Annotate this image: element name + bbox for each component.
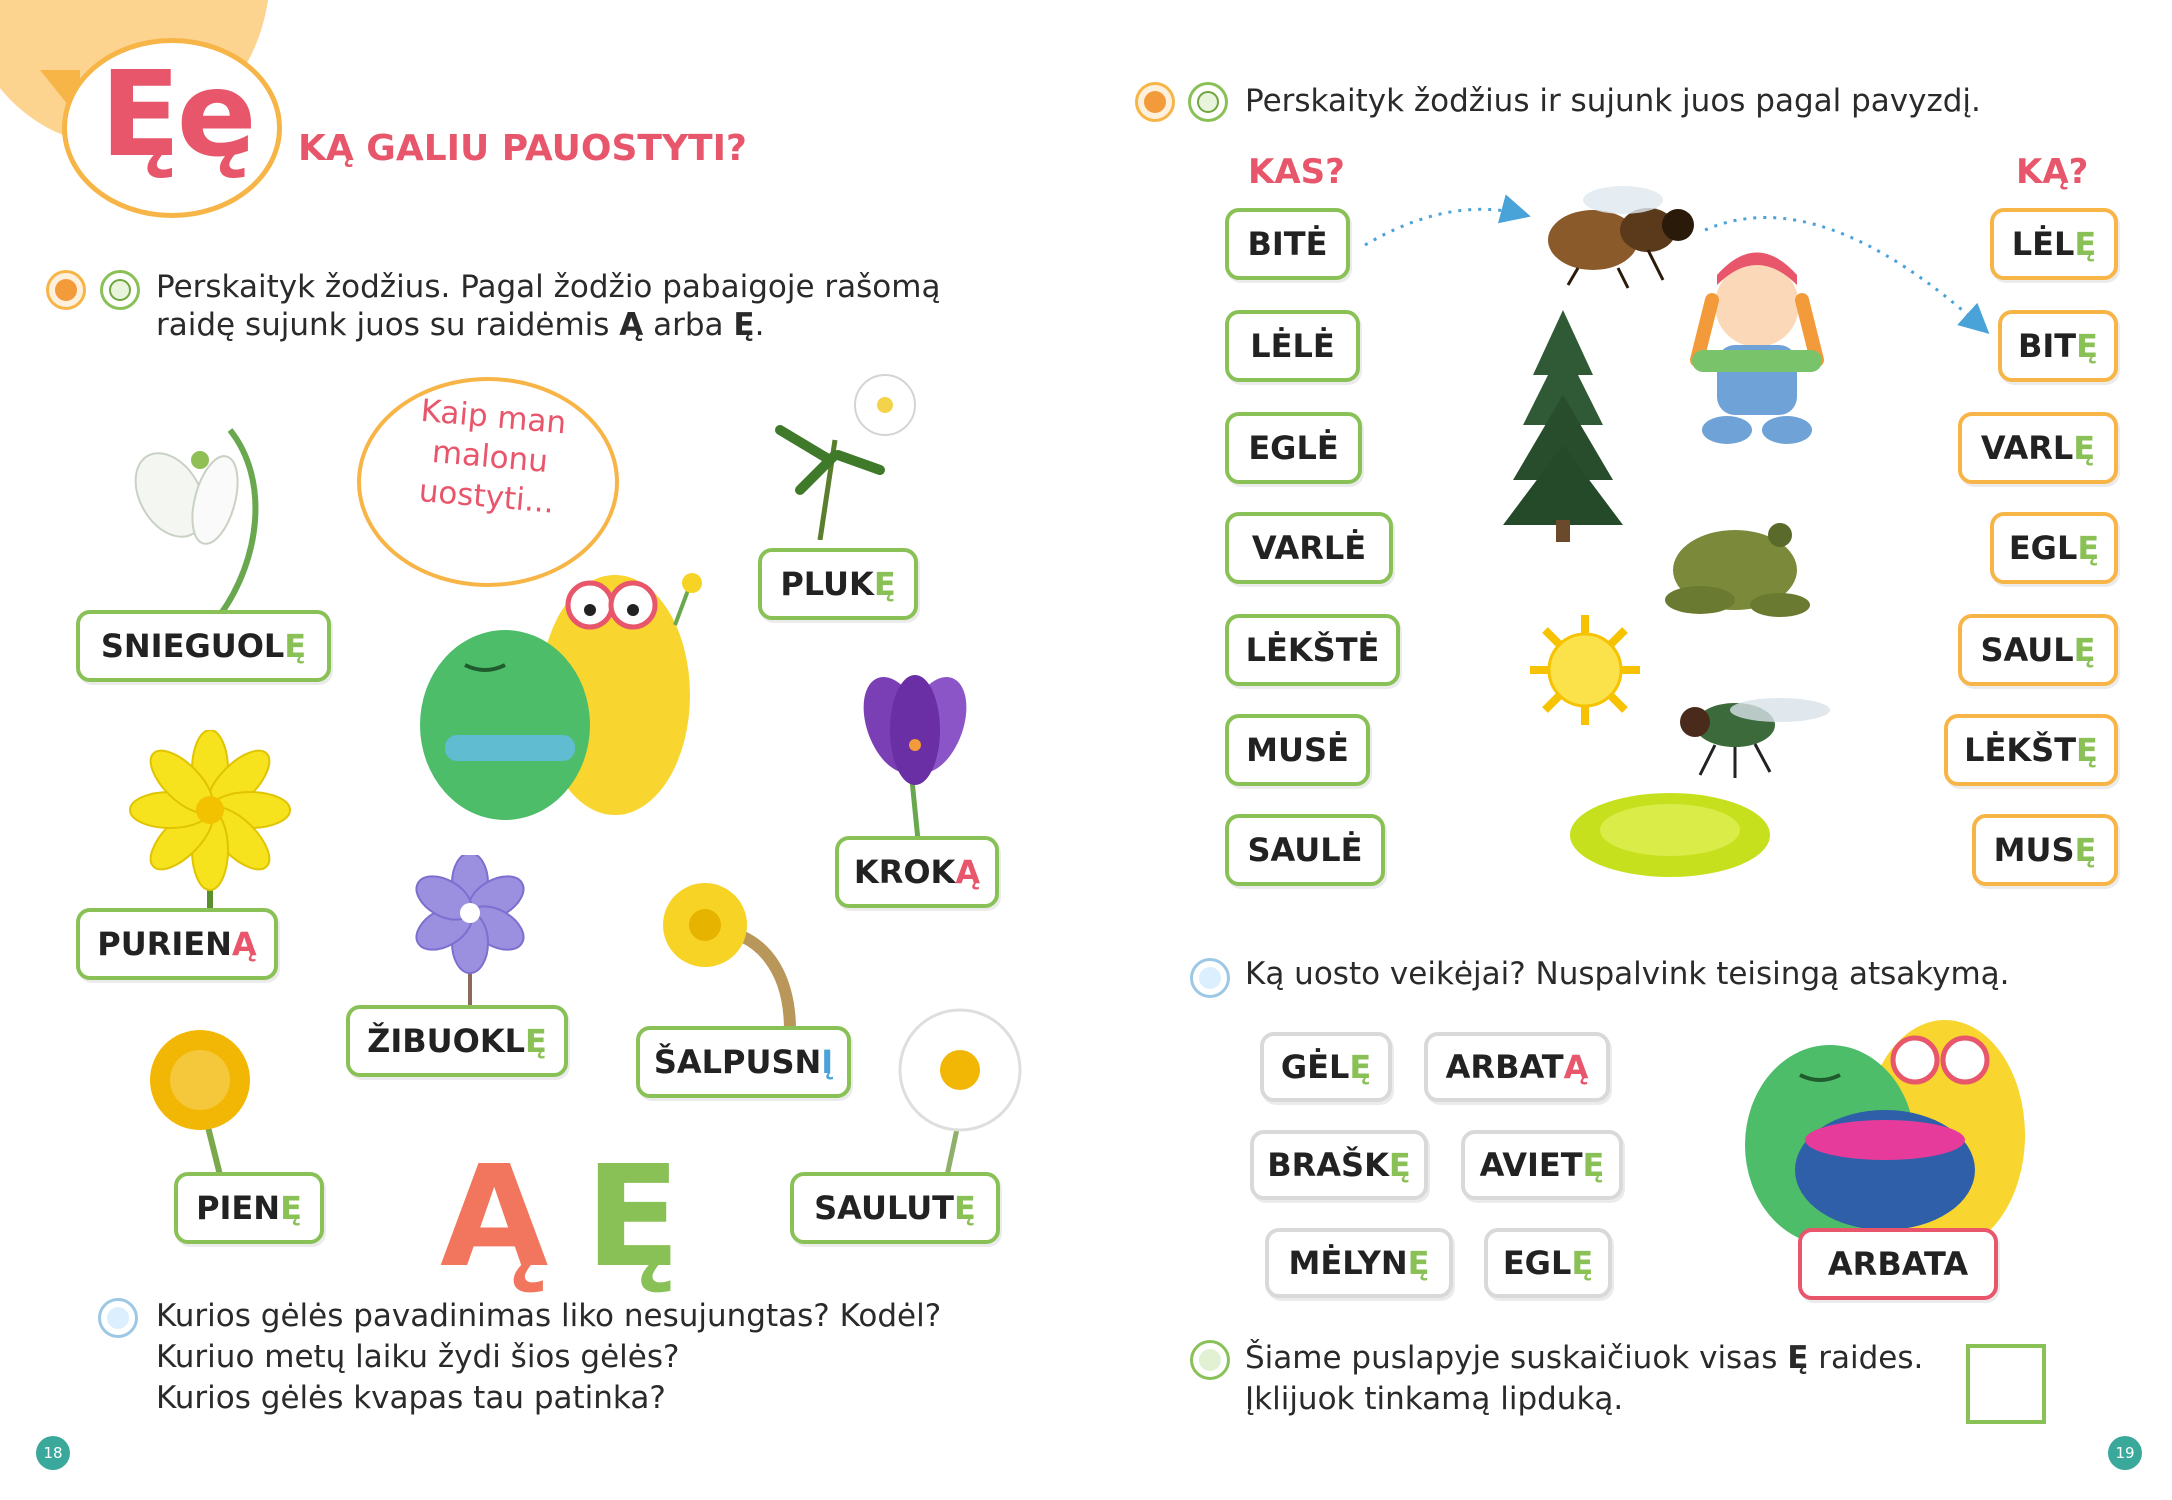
discussion-icon: [98, 1298, 138, 1338]
spruce-tree-image: [1498, 305, 1628, 545]
big-letter-e[interactable]: Ę: [585, 1136, 681, 1299]
sticker-icon: [1190, 1340, 1230, 1380]
dandelion-image: [140, 1025, 260, 1175]
page-title: KĄ GALIU PAUOSTYTI?: [298, 128, 747, 169]
kas-card-bite[interactable]: BITĖ: [1225, 208, 1350, 280]
ka-header: KĄ?: [2016, 152, 2089, 192]
questions-block: [156, 1296, 941, 1419]
word-card-pluke[interactable]: PLUK Ę: [758, 548, 918, 620]
coltsfoot-image: [650, 870, 810, 1030]
answer-gele[interactable]: GĖL Ę: [1260, 1032, 1392, 1102]
word-card-puriena[interactable]: PURIEN Ą: [76, 908, 278, 980]
color-question: Ką uosto veikėjai? Nuspalvink teisingą atsakymą.: [1245, 956, 2010, 992]
monsters-with-tea-image: [1730, 1005, 2050, 1255]
ka-card-saule[interactable]: SAUL Ę: [1958, 614, 2118, 686]
ka-card-bite[interactable]: BIT Ę: [1998, 310, 2118, 382]
count-instruction: [1245, 1338, 1923, 1420]
ka-card-egle[interactable]: EGL Ę: [1990, 512, 2118, 584]
word-card-saulute[interactable]: SAULUT Ę: [790, 1172, 1000, 1244]
ka-card-muse[interactable]: MUS Ę: [1972, 814, 2118, 886]
ka-card-lekste[interactable]: LĖKŠT Ę: [1944, 714, 2118, 786]
sticker-box[interactable]: [1966, 1344, 2046, 1424]
crocus-image: [840, 670, 990, 840]
sun-image: [1530, 615, 1640, 725]
fly-image: [1665, 680, 1835, 780]
hepatica-image: [395, 855, 545, 1005]
speech-bubble-text: Kaip man malonu uostyti...: [417, 392, 568, 521]
pencil-icon-right: [1188, 82, 1228, 122]
read-icon-right: [1135, 82, 1175, 122]
kas-card-muse[interactable]: MUSĖ: [1225, 714, 1370, 786]
word-card-piene[interactable]: PIEN Ę: [174, 1172, 324, 1244]
word-card-kroka[interactable]: KROK Ą: [835, 836, 999, 908]
brush-icon: [1190, 958, 1230, 998]
instruction-line-2: raidę sujunk juos su raidėmis Ą arba Ę.: [156, 307, 765, 343]
frog-image: [1660, 505, 1820, 630]
answer-arbata[interactable]: ARBAT Ą: [1424, 1032, 1610, 1102]
question-3: Kurios gėlės kvapas tau patinka?: [156, 1380, 666, 1416]
answer-aviete[interactable]: AVIET Ę: [1461, 1130, 1623, 1200]
kas-header: KAS?: [1248, 152, 1345, 192]
kas-card-egle[interactable]: EGLĖ: [1225, 412, 1362, 484]
answer-melyne[interactable]: MĖLYN Ę: [1265, 1228, 1453, 1298]
page-number-left: 18: [36, 1436, 70, 1470]
question-1: Kurios gėlės pavadinimas liko nesujungtas? Kodėl?: [156, 1298, 942, 1334]
pencil-icon: [100, 270, 140, 310]
instruction-line-1: Perskaityk žodžius. Pagal žodžio pabaigoje rašomą: [156, 269, 941, 305]
ka-card-varle[interactable]: VARL Ę: [1958, 412, 2118, 484]
monsters-smelling-flower-image: [405, 565, 725, 825]
answer-braske[interactable]: BRAŠK Ę: [1250, 1130, 1428, 1200]
kas-card-lekste[interactable]: LĖKŠTĖ: [1225, 614, 1400, 686]
read-icon: [46, 270, 86, 310]
lesser-celandine-image: [110, 730, 310, 910]
ka-card-lele[interactable]: LĖL Ę: [1990, 208, 2118, 280]
answer-egle[interactable]: EGL Ę: [1484, 1228, 1612, 1298]
count-line-2: Įklijuok tinkamą lipduką.: [1245, 1381, 1624, 1417]
kas-card-lele[interactable]: LĖLĖ: [1225, 310, 1360, 382]
big-letter-a[interactable]: Ą: [440, 1136, 549, 1299]
question-2: Kuriuo metų laiku žydi šios gėlės?: [156, 1339, 680, 1375]
instruction-text: [156, 268, 940, 344]
snowdrop-image: [100, 420, 270, 620]
daisy-image: [880, 1005, 1030, 1185]
answer-label-arbata: ARBATA: [1798, 1228, 1998, 1300]
word-card-snieguole[interactable]: SNIEGUOL Ę: [76, 610, 331, 682]
wood-anemone-image: [760, 360, 940, 540]
letter-heading: Ęę: [100, 45, 253, 183]
doll-image: [1672, 250, 1842, 450]
kas-card-saule[interactable]: SAULĖ: [1225, 814, 1385, 886]
word-card-salpusni[interactable]: ŠALPUSN Į: [636, 1026, 851, 1098]
page-number-right: 19: [2108, 1436, 2142, 1470]
kas-card-varle[interactable]: VARLĖ: [1225, 512, 1393, 584]
plate-image: [1565, 785, 1775, 885]
right-instruction: Perskaityk žodžius ir sujunk juos pagal pavyzdį.: [1245, 83, 1981, 119]
word-card-zibuokle[interactable]: ŽIBUOKL Ę: [346, 1005, 568, 1077]
count-line-1: Šiame puslapyje suskaičiuok visas Ę raides.: [1245, 1340, 1924, 1376]
